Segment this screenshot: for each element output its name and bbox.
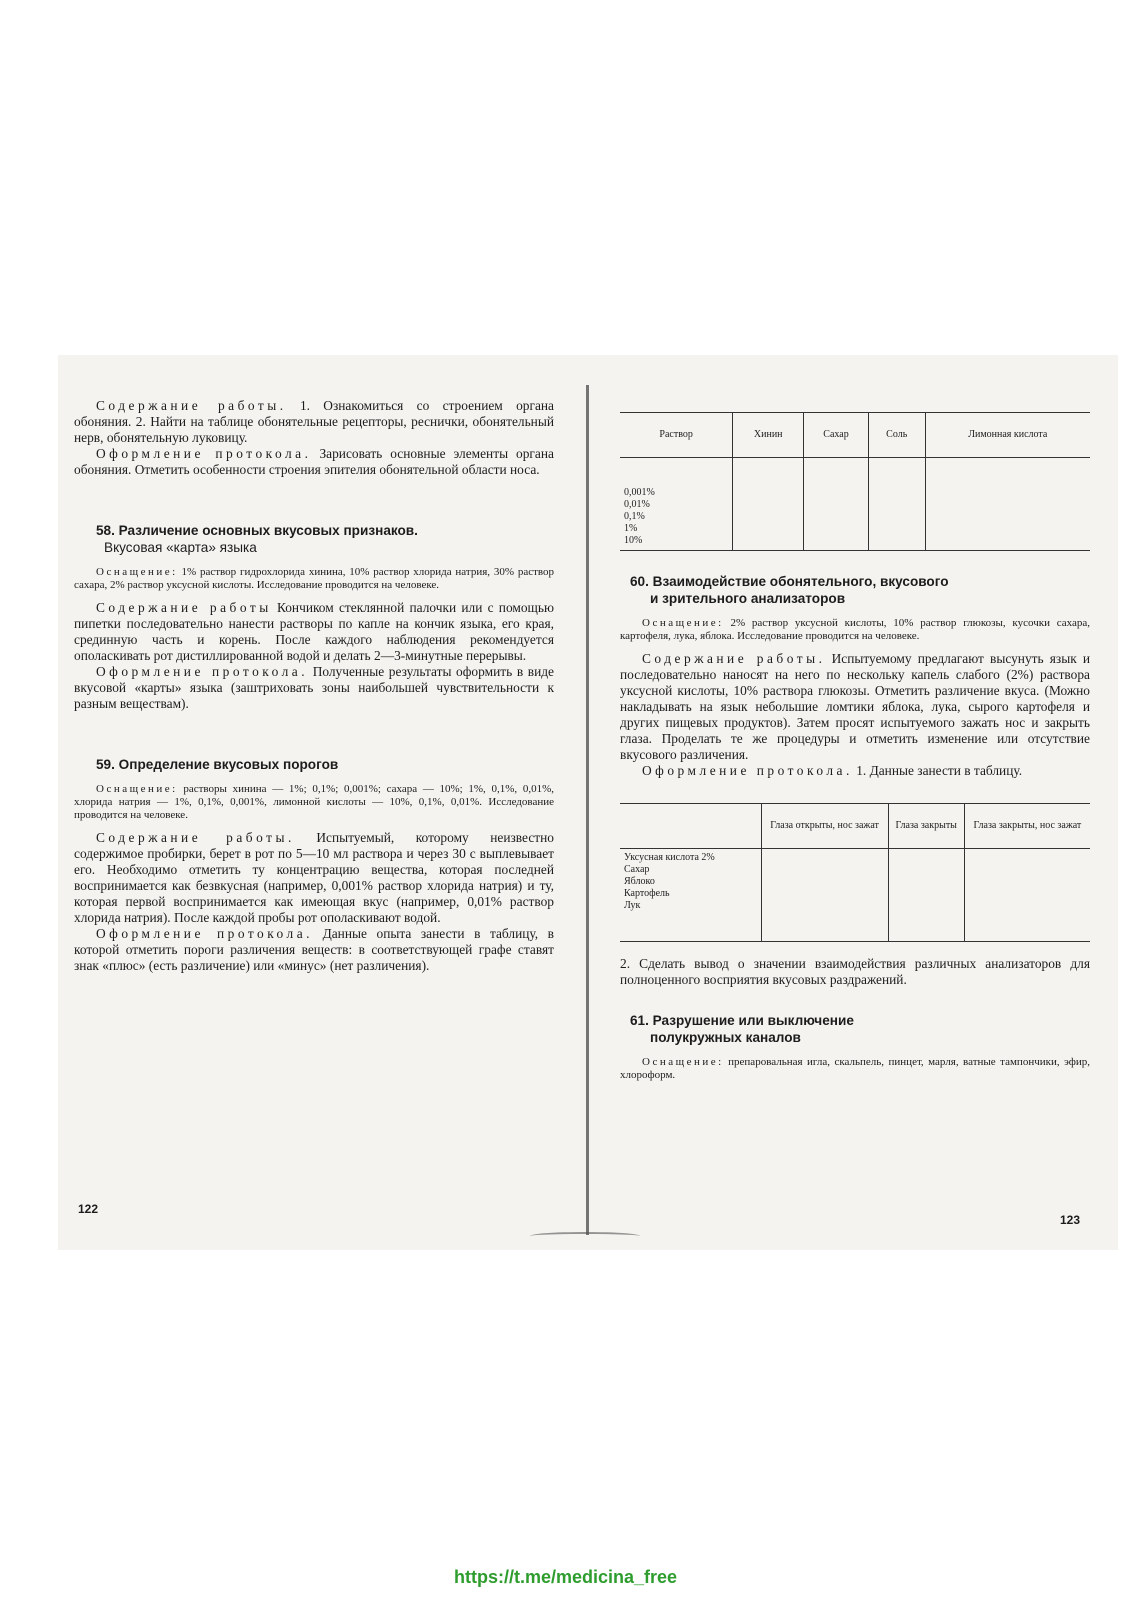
left-page <box>74 398 554 974</box>
section-61-subtitle: полукружных каналов <box>650 1030 801 1045</box>
table2-substances: Уксусная кислота 2% Сахар Яблоко Картофель Лук <box>620 849 761 942</box>
table1-header-citric-acid: Лимонная кислота <box>925 413 1090 458</box>
section-58-subtitle: Вкусовая «карта» языка <box>104 540 257 555</box>
table1-cell <box>868 458 925 551</box>
section-59-title: 59. Определение вкусовых порогов <box>96 757 339 772</box>
section-58-equipment: Оснащение: 1% раствор гидрохлорида хинина, 10% раствор хлорида натрия, 30% раствор сахара, 2% раствор уксусной кислоты. Исследование проводится на человеке. <box>74 566 555 591</box>
section-60-paragraph-3: 2. Сделать вывод о значении взаимодействия различных анализаторов для полноценного восприятия вкусовых раздражений. <box>620 956 1090 987</box>
table2-header-eyes-open: Глаза открыты, нос зажат <box>761 804 888 849</box>
section-60-paragraph-2: Оформление протокола. 1. Данные занести в таблицу. <box>642 763 1023 778</box>
interaction-table <box>620 803 1090 942</box>
section-60-equipment: Оснащение: 2% раствор уксусной кислоты, 10% раствор глюкозы, кусочки сахара, картофеля, лука, яблока. Исследование проводится на человеке. <box>620 617 1091 642</box>
table2-header-eyes-closed-nose: Глаза закрыты, нос зажат <box>964 804 1090 849</box>
section-60-paragraph-1: Содержание работы. Испытуемому предлагают высунуть язык и последовательно наносят на него по нескольку капель слабого (2%) раствора уксусной кислоты, 10% раствора глюкозы. Отметить различение вкуса. (Можно накладывать на язык небольшие ломтики яблока, лука, сырого картофеля и других пищевых продуктов). Затем просят испытуемого зажать нос и закрыть глаза. Проделать те же процедуры и отметить изменение или отсутствие вкусового различения. <box>620 651 1090 762</box>
table1-header-solution: Раствор <box>620 413 733 458</box>
threshold-table <box>620 412 1090 551</box>
table2-header-eyes-closed: Глаза закрыты <box>888 804 964 849</box>
table2-header-blank <box>620 804 761 849</box>
section-61-title: 61. Разрушение или выключение <box>630 1013 854 1028</box>
book-fold-curve <box>530 1232 640 1240</box>
table2-cell <box>964 849 1090 942</box>
table1-cell <box>804 458 869 551</box>
table1-header-salt: Соль <box>868 413 925 458</box>
table1-cell <box>733 458 804 551</box>
intro-paragraph-1: Содержание работы. 1. Ознакомиться со строением органа обоняния. 2. Найти на таблице обонятельные рецепторы, реснички, обонятельный нерв, обонятельную луковицу. <box>74 398 555 445</box>
section-58-title: 58. Различение основных вкусовых признаков. <box>96 523 418 538</box>
book-fold <box>586 385 589 1235</box>
table1-header-sugar: Сахар <box>804 413 869 458</box>
section-60-subtitle: и зрительного анализаторов <box>650 591 846 606</box>
section-58-paragraph-2: Оформление протокола. Полученные результаты оформить в виде вкусовой «карты» языка (заштриховать зоны наибольшей чувствительности к разным веществам). <box>74 664 554 711</box>
table2-cell <box>888 849 964 942</box>
table1-header-quinine: Хинин <box>733 413 804 458</box>
table1-concentrations: 0,001% 0,01% 0,1% 1% 10% <box>620 458 733 551</box>
section-59-paragraph-2: Оформление протокола. Данные опыта занести в таблицу, в которой отметить пороги различения веществ: в соответствующей графе ставят знак «плюс» (есть различение) или «минус» (нет различения). <box>74 926 555 973</box>
right-page <box>620 398 1090 1082</box>
table1-cell <box>925 458 1090 551</box>
section-61-equipment: Оснащение: препаровальная игла, скальпель, пинцет, марля, ватные тампончики, эфир, хлороформ. <box>620 1056 1090 1081</box>
section-59-paragraph-1: Содержание работы. Испытуемый, которому неизвестно содержимое пробирки, берет в рот по 5—10 мл раствора и через 30 с выплевывает его. Необходимо отметить ту концентрацию вещества, которая последней воспринимается как безвкусная (например, 0,001% раствор хлорида натрия) и ту, которая первой воспринимается как имеющая вкус (например, 0,01% раствор хлорида натрия). После каждой пробы рот ополаскивают водой. <box>74 830 554 925</box>
section-60-title: 60. Взаимодействие обонятельного, вкусового <box>630 574 949 589</box>
section-59-equipment: Оснащение: растворы хинина — 1%; 0,1%; 0,001%; сахара — 10%; 1%, 0,1%, 0,01%, хлорида натрия — 1%, 0,1%, 0,001%, лимонной кислоты — 10%, 0,1%, 0,01%. Исследование проводится на человеке. <box>74 783 554 821</box>
table2-cell <box>761 849 888 942</box>
intro-paragraph-2: Оформление протокола. Зарисовать основные элементы органа обоняния. Отметить особенности строения эпителия обонятельной области носа. <box>74 446 554 477</box>
footer-link[interactable]: https://t.me/medicina_free <box>453 1567 678 1587</box>
left-page-number: 122 <box>78 1202 99 1216</box>
section-58-paragraph-1: Содержание работы Кончиком стеклянной палочки или с помощью пипетки последовательно нанести растворы по капле на кончик языка, его края, срединную часть и корень. После каждого наблюдения рекомендуется ополаскивать рот дистиллированной водой и делать 2—3-минутные перерывы. <box>74 600 554 663</box>
right-page-number: 123 <box>1060 1213 1081 1227</box>
